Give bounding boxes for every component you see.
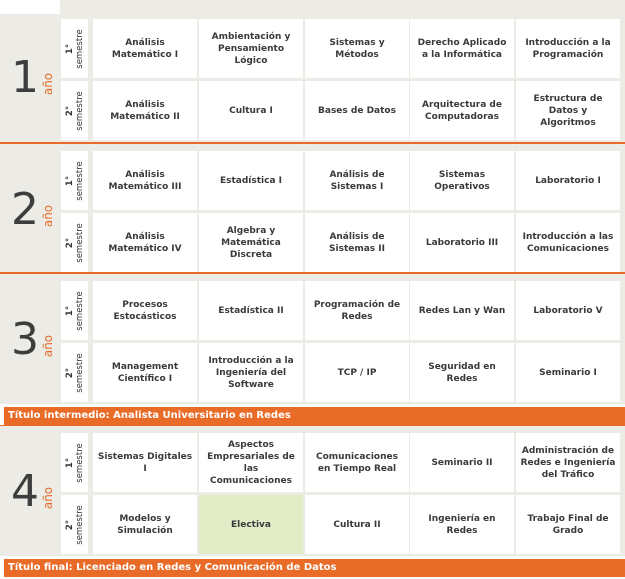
course-cell: Administración de Redes e Ingeniería del Tráfico (516, 433, 620, 492)
semester-word: semestre (74, 442, 85, 483)
semester-label (61, 495, 88, 554)
top-bar (0, 0, 625, 14)
course-cell: Algebra y Matemática Discreta (199, 213, 303, 272)
course-cell: Sistemas y Métodos (305, 19, 409, 78)
year-number: 3 (11, 314, 39, 365)
semester-ordinal: 1° (64, 305, 75, 316)
year-number: 1 (11, 52, 39, 103)
year-section (0, 142, 625, 274)
semester-ordinal: 2° (64, 237, 75, 248)
semester-word: semestre (74, 160, 85, 201)
semester-word: semestre (74, 90, 85, 131)
year-label (40, 336, 56, 358)
course-cell: Estadística I (199, 151, 303, 210)
course-cell: Comunicaciones en Tiempo Real (305, 433, 409, 492)
year-section (0, 424, 625, 556)
course-cell: Estructura de Datos y Algoritmos (516, 81, 620, 140)
course-cell: Management Científico I (93, 343, 197, 402)
course-cell: Laboratorio I (516, 151, 620, 210)
semester-label (61, 281, 88, 340)
course-cell: Análisis Matemático I (93, 19, 197, 78)
semester-ordinal: 1° (64, 457, 75, 468)
year-label-text: año (41, 72, 56, 96)
semester-label (61, 433, 88, 492)
course-cell: Ingeniería en Redes (410, 495, 514, 554)
course-cell: Ambientación y Pensamiento Lógico (199, 19, 303, 78)
course-cell: Bases de Datos (305, 81, 409, 140)
year-number: 2 (11, 184, 39, 235)
year-label (40, 74, 56, 96)
semester-word: semestre (74, 290, 85, 331)
semester-ordinal: 2° (64, 105, 75, 116)
course-cell: Laboratorio III (410, 213, 514, 272)
final-title-bar (0, 559, 625, 577)
course-cell: Cultura II (305, 495, 409, 554)
year-label-text: año (41, 334, 56, 358)
course-cell: Análisis de Sistemas I (305, 151, 409, 210)
course-cell: Sistemas Operativos (410, 151, 514, 210)
semester-ordinal: 2° (64, 367, 75, 378)
degree-title-text: Título final: Licenciado en Redes y Comunicación de Datos (8, 562, 337, 573)
year-label-text: año (41, 204, 56, 228)
course-cell: Seguridad en Redes (410, 343, 514, 402)
semester-ordinal: 1° (64, 175, 75, 186)
course-cell: Seminario II (410, 433, 514, 492)
course-cell: Análisis de Sistemas II (305, 213, 409, 272)
course-cell: Electiva (199, 495, 303, 554)
semester-ordinal: 1° (64, 43, 75, 54)
semester-word: semestre (74, 222, 85, 263)
semester-ordinal: 2° (64, 519, 75, 530)
semester-word: semestre (74, 352, 85, 393)
course-cell: Arquitectura de Computadoras (410, 81, 514, 140)
course-cell: Aspectos Empresariales de las Comunicaciones (199, 433, 303, 492)
course-cell: Análisis Matemático IV (93, 213, 197, 272)
year-number: 4 (11, 466, 39, 517)
course-cell: Introducción a la Programación (516, 19, 620, 78)
semester-word: semestre (74, 28, 85, 69)
course-cell: Introducción a las Comunicaciones (516, 213, 620, 272)
semester-label (61, 81, 88, 140)
course-cell: Programación de Redes (305, 281, 409, 340)
course-cell: TCP / IP (305, 343, 409, 402)
year-section (0, 272, 625, 404)
semester-label (61, 213, 88, 272)
semester-label (61, 19, 88, 78)
semester-word: semestre (74, 504, 85, 545)
course-cell: Estadística II (199, 281, 303, 340)
course-cell: Laboratorio V (516, 281, 620, 340)
course-cell: Introducción a la Ingeniería del Software (199, 343, 303, 402)
year-section (0, 14, 625, 144)
semester-label (61, 151, 88, 210)
course-cell: Análisis Matemático III (93, 151, 197, 210)
course-cell: Modelos y Simulación (93, 495, 197, 554)
course-cell: Análisis Matemático II (93, 81, 197, 140)
course-cell: Derecho Aplicado a la Informática (410, 19, 514, 78)
course-cell: Procesos Estocásticos (93, 281, 197, 340)
year-label-text: año (41, 486, 56, 510)
intermediate-title-bar (0, 407, 625, 425)
semester-label (61, 343, 88, 402)
year-label (40, 206, 56, 228)
course-cell: Seminario I (516, 343, 620, 402)
course-cell: Cultura I (199, 81, 303, 140)
degree-title-text: Título intermedio: Analista Universitario en Redes (8, 410, 291, 421)
year-label (40, 488, 56, 510)
course-cell: Redes Lan y Wan (410, 281, 514, 340)
course-cell: Trabajo Final de Grado (516, 495, 620, 554)
course-cell: Sistemas Digitales I (93, 433, 197, 492)
